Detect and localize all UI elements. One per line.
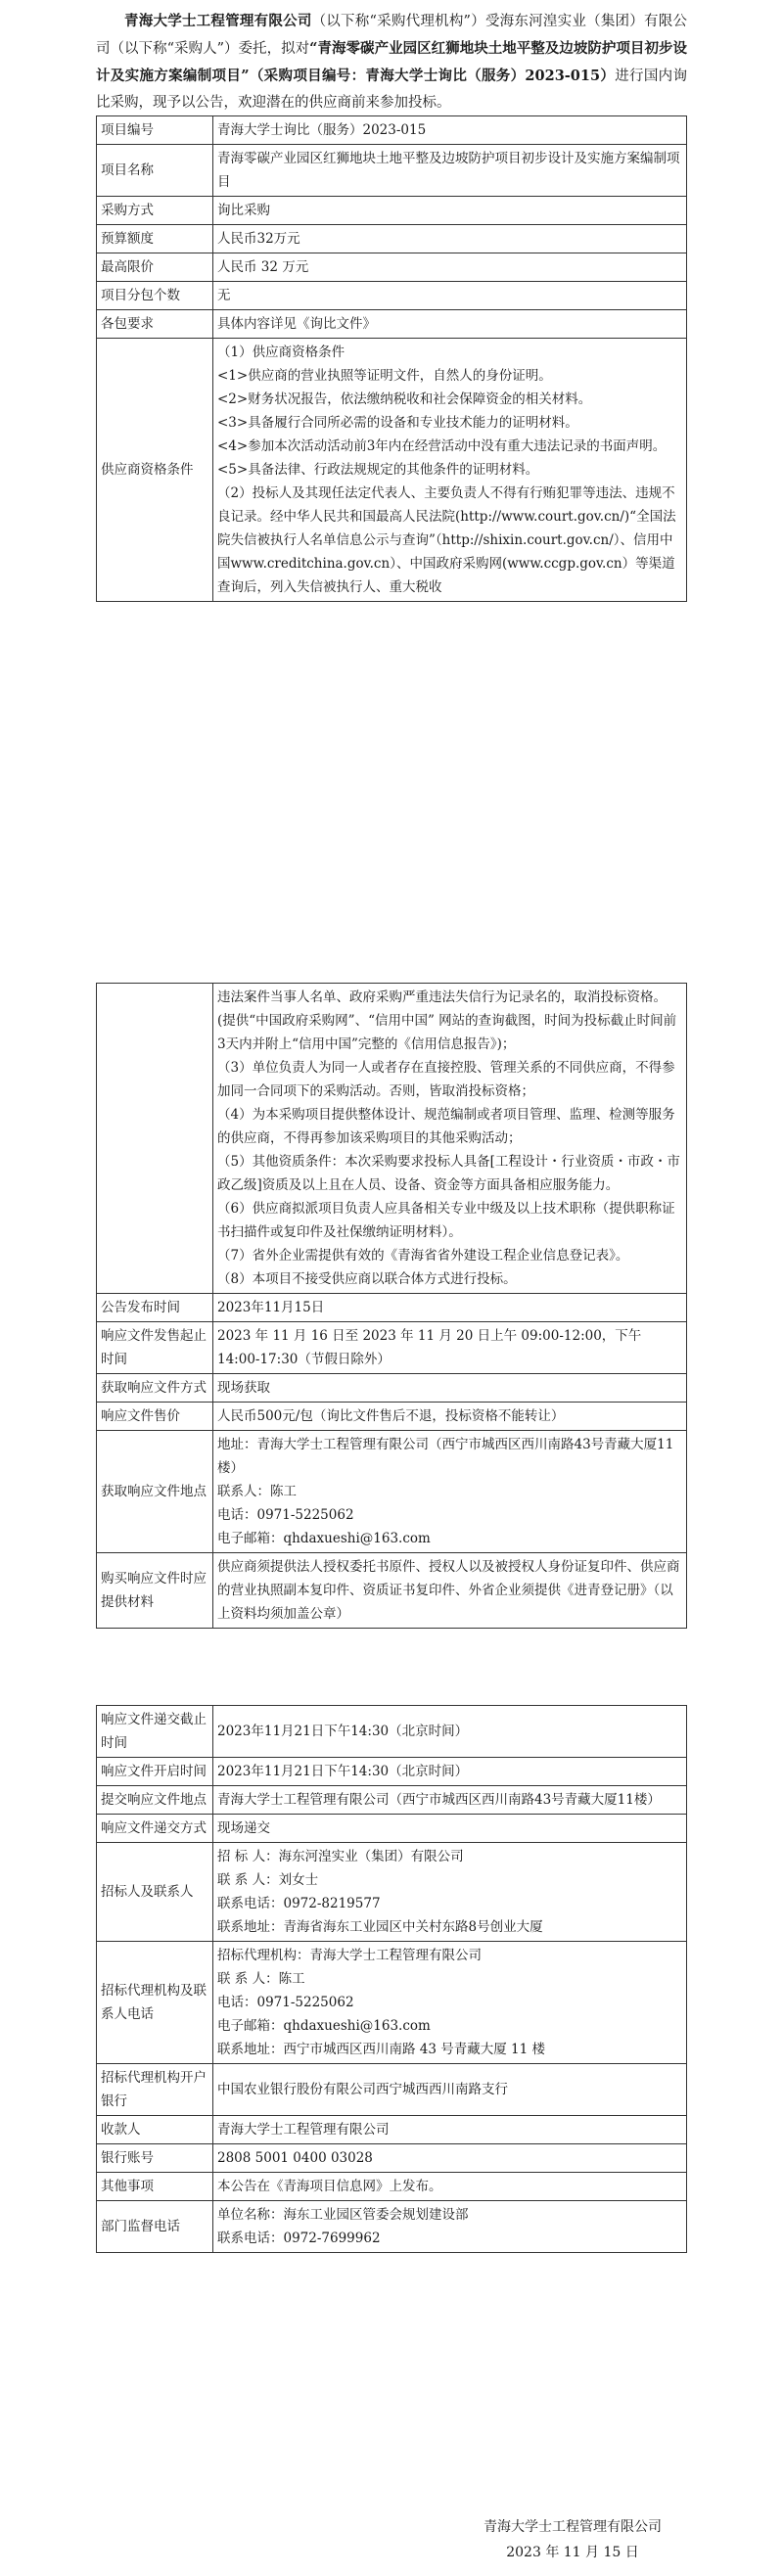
- row-value: [213, 2064, 687, 2116]
- value-line: 电子邮箱：qhdaxueshi@163.com: [217, 2018, 431, 2034]
- row-label: 银行账号: [97, 2144, 213, 2173]
- value-line: 2808 5001 0400 03028: [217, 2150, 373, 2166]
- value-line: <5>具备法律、行政法规规定的其他条件的证明材料。: [217, 462, 539, 478]
- value-line: <2>财务状况报告，依法缴纳税收和社会保障资金的相关材料。: [217, 391, 592, 407]
- value-line: （8）本项目不接受供应商以联合体方式进行投标。: [217, 1271, 517, 1287]
- value-line: 具体内容详见《询比文件》: [217, 316, 376, 332]
- value-line: 电子邮箱：qhdaxueshi@163.com: [217, 1531, 431, 1546]
- row-label: 响应文件售价: [97, 1403, 213, 1431]
- value-line: （3）单位负责人为同一人或者存在直接控股、管理关系的不同供应商，不得参加同一合同项下的采购活动。否则，皆取消投标资格；: [217, 1060, 675, 1099]
- value-line: 地址：青海大学士工程管理有限公司（西宁市城西区西川南路43号青藏大厦11楼）: [217, 1437, 674, 1476]
- row-label: 招标代理机构及联系人电话: [97, 1942, 213, 2064]
- row-label: 各包要求: [97, 310, 213, 339]
- table-row: [97, 2144, 687, 2173]
- value-line: 2023年11月15日: [217, 1300, 325, 1315]
- value-line: 人民币500元/包（询比文件售后不退，投标资格不能转让）: [217, 1408, 565, 1424]
- value-line: 联系电话：0972-7699962: [217, 2231, 381, 2246]
- table-row: [97, 1942, 687, 2064]
- row-value: [213, 225, 687, 253]
- table-row: [97, 1706, 687, 1758]
- row-value: [213, 310, 687, 339]
- row-value: [213, 1758, 687, 1786]
- value-line: 2023年11月21日下午14:30（北京时间）: [217, 1724, 469, 1739]
- table-row: [97, 339, 687, 602]
- row-label: 公告发布时间: [97, 1294, 213, 1322]
- table-row: [97, 2064, 687, 2116]
- row-value: [213, 116, 687, 145]
- value-line: 中国农业银行股份有限公司西宁城西西川南路支行: [217, 2082, 508, 2097]
- table-row: [97, 1786, 687, 1815]
- row-value: [213, 339, 687, 602]
- row-label: 响应文件递交方式: [97, 1815, 213, 1843]
- value-line: 供应商须提供法人授权委托书原件、授权人以及被授权人身份证复印件、供应商的营业执照副本复印件、资质证书复印件、外省企业须提供《进青登记册》（以上资料均须加盖公章）: [217, 1559, 680, 1622]
- row-label: 项目名称: [97, 145, 213, 197]
- table-row: [97, 116, 687, 145]
- row-value: [213, 1374, 687, 1403]
- value-line: 人民币 32 万元: [217, 259, 309, 275]
- table-row: [97, 1758, 687, 1786]
- info-table-part-3: [96, 1705, 687, 2253]
- signature-company: 青海大学士工程管理有限公司: [484, 2519, 662, 2535]
- row-value: [213, 1431, 687, 1553]
- value-line: （1）供应商资格条件: [217, 345, 345, 360]
- value-line: 联系地址：青海省海东工业园区中关村东路8号创业大厦: [217, 1919, 543, 1935]
- table-row: [97, 225, 687, 253]
- signature-date: 2023 年 11 月 15 日: [506, 2545, 639, 2560]
- intro-invitation: 进行国内询比采购，现予以公告，欢迎潜在的供应商前来参加投标。: [96, 69, 687, 111]
- table-row: [97, 310, 687, 339]
- row-label: 部门监督电话: [97, 2201, 213, 2253]
- info-table-part-1: [96, 115, 687, 602]
- row-value: [213, 2201, 687, 2253]
- announcement-intro: [96, 8, 687, 116]
- value-line: 联 系 人：陈工: [217, 1971, 305, 1987]
- value-line: 联系电话：0972-8219577: [217, 1896, 381, 1911]
- value-line: 青海大学士询比（服务）2023-015: [217, 122, 427, 138]
- intro-project: “青海零碳产业园区红狮地块土地平整及边坡防护项目初步设计及实施方案编制项目”（采购项目编号：青海大学士询比（服务）2023-015）: [96, 40, 687, 84]
- value-line: <1>供应商的营业执照等证明文件，自然人的身份证明。: [217, 368, 552, 384]
- value-line: 现场获取: [217, 1380, 270, 1396]
- table-row: [97, 1843, 687, 1942]
- row-label: 项目编号: [97, 116, 213, 145]
- row-label: 招标人及联系人: [97, 1843, 213, 1942]
- row-label: [97, 984, 213, 1294]
- value-line: 电话：0971-5225062: [217, 1507, 354, 1523]
- value-line: <4>参加本次活动活动前3年内在经营活动中没有重大违法记录的书面声明。: [217, 438, 667, 454]
- row-value: [213, 2173, 687, 2201]
- value-line: 人民币32万元: [217, 231, 300, 247]
- table-row: [97, 253, 687, 282]
- value-line: 青海零碳产业园区红狮地块土地平整及边坡防护项目初步设计及实施方案编制项目: [217, 151, 680, 190]
- value-line: 电话：0971-5225062: [217, 1995, 354, 2010]
- value-line: 询比采购: [217, 203, 270, 218]
- row-value: [213, 1706, 687, 1758]
- value-line: 无: [217, 288, 231, 303]
- table-row: [97, 984, 687, 1294]
- value-line: （2）投标人及其现任法定代表人、主要负责人不得有行贿犯罪等违法、违规不良记录。经中华人民共和国最高人民法院(http://www.court.gov.cn/)“全国法院失信被执行人名单信息公示与查询”（http://shixin.court.gov.cn/）、信用中国www.creditchina.gov.cn）、中国政府采购网(www.ccgp.gov.cn）等渠道查询后，列入失信被执行人、重大税收: [217, 485, 676, 595]
- value-line: （6）供应商拟派项目负责人应具备相关专业中级及以上技术职称（提供职称证书扫描件或复印件及社保缴纳证明材料）。: [217, 1201, 675, 1240]
- value-line: 违法案件当事人名单、政府采购严重违法失信行为记录名的，取消投标资格。(提供“中国政府采购网”、“信用中国” 网站的查询截图，时间为投标截止时间前3天内并附上“信用中国”完整的《信用信息报告》)；: [217, 989, 677, 1052]
- row-label: 项目分包个数: [97, 282, 213, 310]
- row-value: [213, 253, 687, 282]
- table-row: [97, 197, 687, 225]
- row-value: [213, 1553, 687, 1629]
- row-label: 招标代理机构开户银行: [97, 2064, 213, 2116]
- row-value: [213, 197, 687, 225]
- table-row: [97, 282, 687, 310]
- value-line: 单位名称：海东工业园区管委会规划建设部: [217, 2207, 469, 2223]
- row-label: 获取响应文件方式: [97, 1374, 213, 1403]
- row-value: [213, 1403, 687, 1431]
- table-row: [97, 1374, 687, 1403]
- row-label: 采购方式: [97, 197, 213, 225]
- row-label: 其他事项: [97, 2173, 213, 2201]
- row-label: 响应文件递交截止时间: [97, 1706, 213, 1758]
- row-label: 响应文件开启时间: [97, 1758, 213, 1786]
- row-value: [213, 1815, 687, 1843]
- table-row: [97, 2173, 687, 2201]
- row-value: [213, 2116, 687, 2144]
- value-line: 招 标 人：海东河湟实业（集团）有限公司: [217, 1849, 464, 1864]
- table-row: [97, 2201, 687, 2253]
- row-value: [213, 145, 687, 197]
- row-value: [213, 2144, 687, 2173]
- table-row: [97, 1322, 687, 1374]
- row-value: [213, 282, 687, 310]
- value-line: 招标代理机构：青海大学士工程管理有限公司: [217, 1948, 482, 1963]
- value-line: <3>具备履行合同所必需的设备和专业技术能力的证明材料。: [217, 415, 578, 431]
- table-row: [97, 1431, 687, 1553]
- value-line: （4）为本采购项目提供整体设计、规范编制或者项目管理、监理、检测等服务的供应商，不得再参加该采购项目的其他采购活动；: [217, 1107, 675, 1146]
- table-row: [97, 1294, 687, 1322]
- value-line: 青海大学士工程管理有限公司（西宁市城西区西川南路43号青藏大厦11楼）: [217, 1792, 661, 1808]
- table-row: [97, 145, 687, 197]
- value-line: 联 系 人：刘女士: [217, 1872, 319, 1888]
- value-line: 2023年11月21日下午14:30（北京时间）: [217, 1764, 469, 1779]
- row-value: [213, 1322, 687, 1374]
- row-label: 响应文件发售起止时间: [97, 1322, 213, 1374]
- value-line: 本公告在《青海项目信息网》上发布。: [217, 2179, 442, 2194]
- row-value: [213, 1294, 687, 1322]
- value-line: （5）其他资质条件：本次采购要求投标人具备[工程设计・行业资质・市政・市政乙级]资质及以上且在人员、设备、资金等方面具备相应服务能力。: [217, 1154, 680, 1193]
- table-row: [97, 1815, 687, 1843]
- table-row: [97, 2116, 687, 2144]
- value-line: 现场递交: [217, 1820, 270, 1836]
- table-row: [97, 1553, 687, 1629]
- row-label: 供应商资格条件: [97, 339, 213, 602]
- intro-agency: 青海大学士工程管理有限公司: [124, 13, 312, 29]
- intro-commission: （以下称“采购代理机构”）受海东河湟实业（集团）有限公司（以下称“采购人”）委托，拟对: [96, 14, 688, 57]
- row-label: 购买响应文件时应提供材料: [97, 1553, 213, 1629]
- value-line: 青海大学士工程管理有限公司: [217, 2122, 390, 2138]
- table-row: [97, 1403, 687, 1431]
- row-label: 预算额度: [97, 225, 213, 253]
- row-value: [213, 1942, 687, 2064]
- value-line: 2023 年 11 月 16 日至 2023 年 11 月 20 日上午 09:00-12:00，下午14:00-17:30（节假日除外）: [217, 1328, 642, 1367]
- value-line: 联系地址：西宁市城西区西川南路 43 号青藏大厦 11 楼: [217, 2042, 546, 2057]
- row-label: 获取响应文件地点: [97, 1431, 213, 1553]
- row-value: [213, 984, 687, 1294]
- value-line: （7）省外企业需提供有效的《青海省省外建设工程企业信息登记表》。: [217, 1248, 629, 1264]
- row-label: 收款人: [97, 2116, 213, 2144]
- info-table-part-2: [96, 983, 687, 1629]
- row-value: [213, 1786, 687, 1815]
- row-label: 最高限价: [97, 253, 213, 282]
- row-label: 提交响应文件地点: [97, 1786, 213, 1815]
- row-value: [213, 1843, 687, 1942]
- value-line: 联系人：陈工: [217, 1484, 297, 1499]
